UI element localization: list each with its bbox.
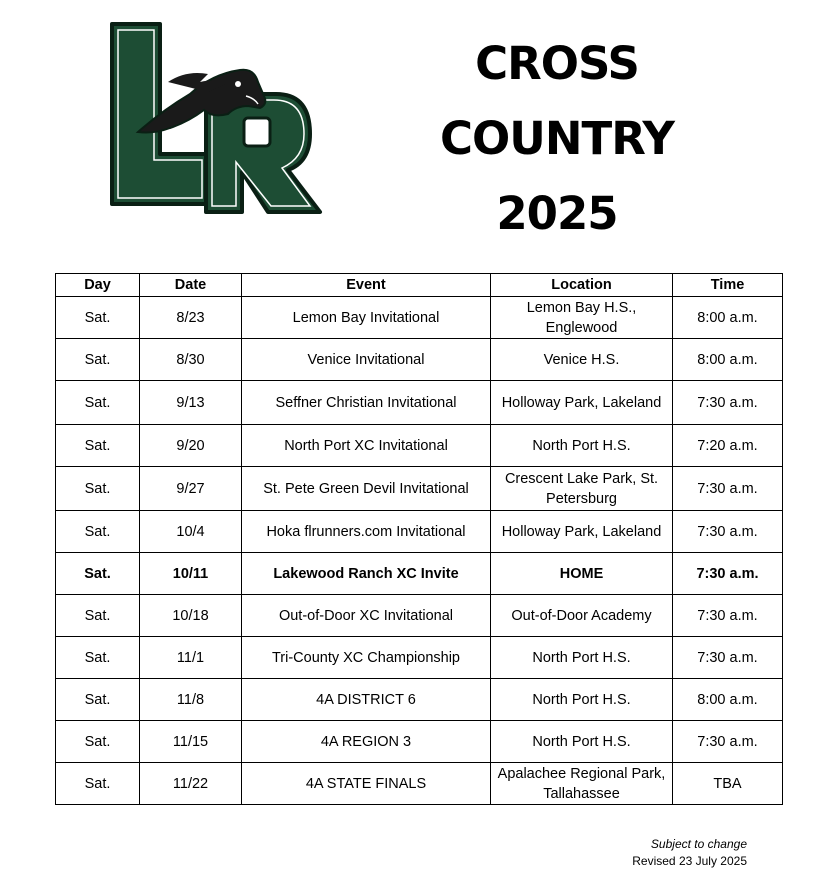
cell-location: North Port H.S. — [491, 425, 673, 467]
cell-event: 4A DISTRICT 6 — [242, 679, 491, 721]
cell-event: Lemon Bay Invitational — [242, 297, 491, 339]
cell-date: 8/23 — [140, 297, 242, 339]
cell-event: 4A REGION 3 — [242, 721, 491, 763]
cell-day: Sat. — [56, 637, 140, 679]
school-logo — [108, 22, 323, 217]
cell-day: Sat. — [56, 467, 140, 511]
table-row — [56, 381, 783, 425]
cell-time: 8:00 a.m. — [673, 339, 783, 381]
cell-location: Holloway Park, Lakeland — [491, 511, 673, 553]
cell-location: Holloway Park, Lakeland — [491, 381, 673, 425]
cell-day: Sat. — [56, 425, 140, 467]
cell-date: 10/11 — [140, 553, 242, 595]
cell-time: 7:30 a.m. — [673, 553, 783, 595]
cell-date: 10/18 — [140, 595, 242, 637]
table-row — [56, 763, 783, 805]
cell-time: 7:30 a.m. — [673, 721, 783, 763]
cell-day: Sat. — [56, 381, 140, 425]
table-row — [56, 595, 783, 637]
cell-date: 11/1 — [140, 637, 242, 679]
table-row — [56, 467, 783, 511]
cell-date: 9/13 — [140, 381, 242, 425]
cell-day: Sat. — [56, 679, 140, 721]
cell-time: 7:30 a.m. — [673, 511, 783, 553]
cell-day: Sat. — [56, 763, 140, 805]
header-location: Location — [491, 274, 673, 297]
cell-location: Venice H.S. — [491, 339, 673, 381]
cell-event: Hoka flrunners.com Invitational — [242, 511, 491, 553]
table-row — [56, 339, 783, 381]
cell-day: Sat. — [56, 721, 140, 763]
cell-date: 9/27 — [140, 467, 242, 511]
header-day: Day — [56, 274, 140, 297]
cell-location: HOME — [491, 553, 673, 595]
cell-day: Sat. — [56, 511, 140, 553]
schedule-table — [55, 273, 783, 805]
cell-event: Seffner Christian Invitational — [242, 381, 491, 425]
cell-time: 7:30 a.m. — [673, 637, 783, 679]
header-date: Date — [140, 274, 242, 297]
revised-date: Revised 23 July 2025 — [632, 854, 747, 868]
cell-date: 8/30 — [140, 339, 242, 381]
cell-date: 11/8 — [140, 679, 242, 721]
table-row — [56, 679, 783, 721]
title-line-1: CROSS — [475, 37, 639, 90]
cell-date: 10/4 — [140, 511, 242, 553]
cell-location: Apalachee Regional Park, Tallahassee — [491, 763, 673, 805]
cell-event: Lakewood Ranch XC Invite — [242, 553, 491, 595]
cell-date: 11/15 — [140, 721, 242, 763]
table-row — [56, 637, 783, 679]
cell-location: Lemon Bay H.S., Englewood — [491, 297, 673, 339]
cell-event: 4A STATE FINALS — [242, 763, 491, 805]
cell-time: 7:30 a.m. — [673, 595, 783, 637]
footer — [632, 836, 747, 870]
cell-time: 7:20 a.m. — [673, 425, 783, 467]
cell-location: North Port H.S. — [491, 679, 673, 721]
cell-location: Crescent Lake Park, St. Petersburg — [491, 467, 673, 511]
cell-date: 11/22 — [140, 763, 242, 805]
cell-location: North Port H.S. — [491, 637, 673, 679]
cell-day: Sat. — [56, 553, 140, 595]
header-time: Time — [673, 274, 783, 297]
subject-to-change-note: Subject to change — [650, 837, 747, 851]
table-row — [56, 425, 783, 467]
lr-mustang-logo-icon — [108, 22, 323, 217]
title-line-3: 2025 — [496, 187, 618, 240]
cell-time: 8:00 a.m. — [673, 679, 783, 721]
header-event: Event — [242, 274, 491, 297]
cell-time: 7:30 a.m. — [673, 467, 783, 511]
table-row-home-meet — [56, 553, 783, 595]
table-row — [56, 297, 783, 339]
cell-day: Sat. — [56, 339, 140, 381]
cell-day: Sat. — [56, 595, 140, 637]
table-header-row — [56, 274, 783, 297]
cell-time: TBA — [673, 763, 783, 805]
cell-date: 9/20 — [140, 425, 242, 467]
cell-event: Out-of-Door XC Invitational — [242, 595, 491, 637]
cell-time: 8:00 a.m. — [673, 297, 783, 339]
cell-location: Out-of-Door Academy — [491, 595, 673, 637]
cell-event: Venice Invitational — [242, 339, 491, 381]
table-row — [56, 721, 783, 763]
cell-day: Sat. — [56, 297, 140, 339]
table-row — [56, 511, 783, 553]
title-line-2: COUNTRY — [440, 112, 674, 165]
page-title — [398, 26, 716, 251]
cell-event: North Port XC Invitational — [242, 425, 491, 467]
cell-event: Tri-County XC Championship — [242, 637, 491, 679]
cell-location: North Port H.S. — [491, 721, 673, 763]
cell-event: St. Pete Green Devil Invitational — [242, 467, 491, 511]
cell-time: 7:30 a.m. — [673, 381, 783, 425]
